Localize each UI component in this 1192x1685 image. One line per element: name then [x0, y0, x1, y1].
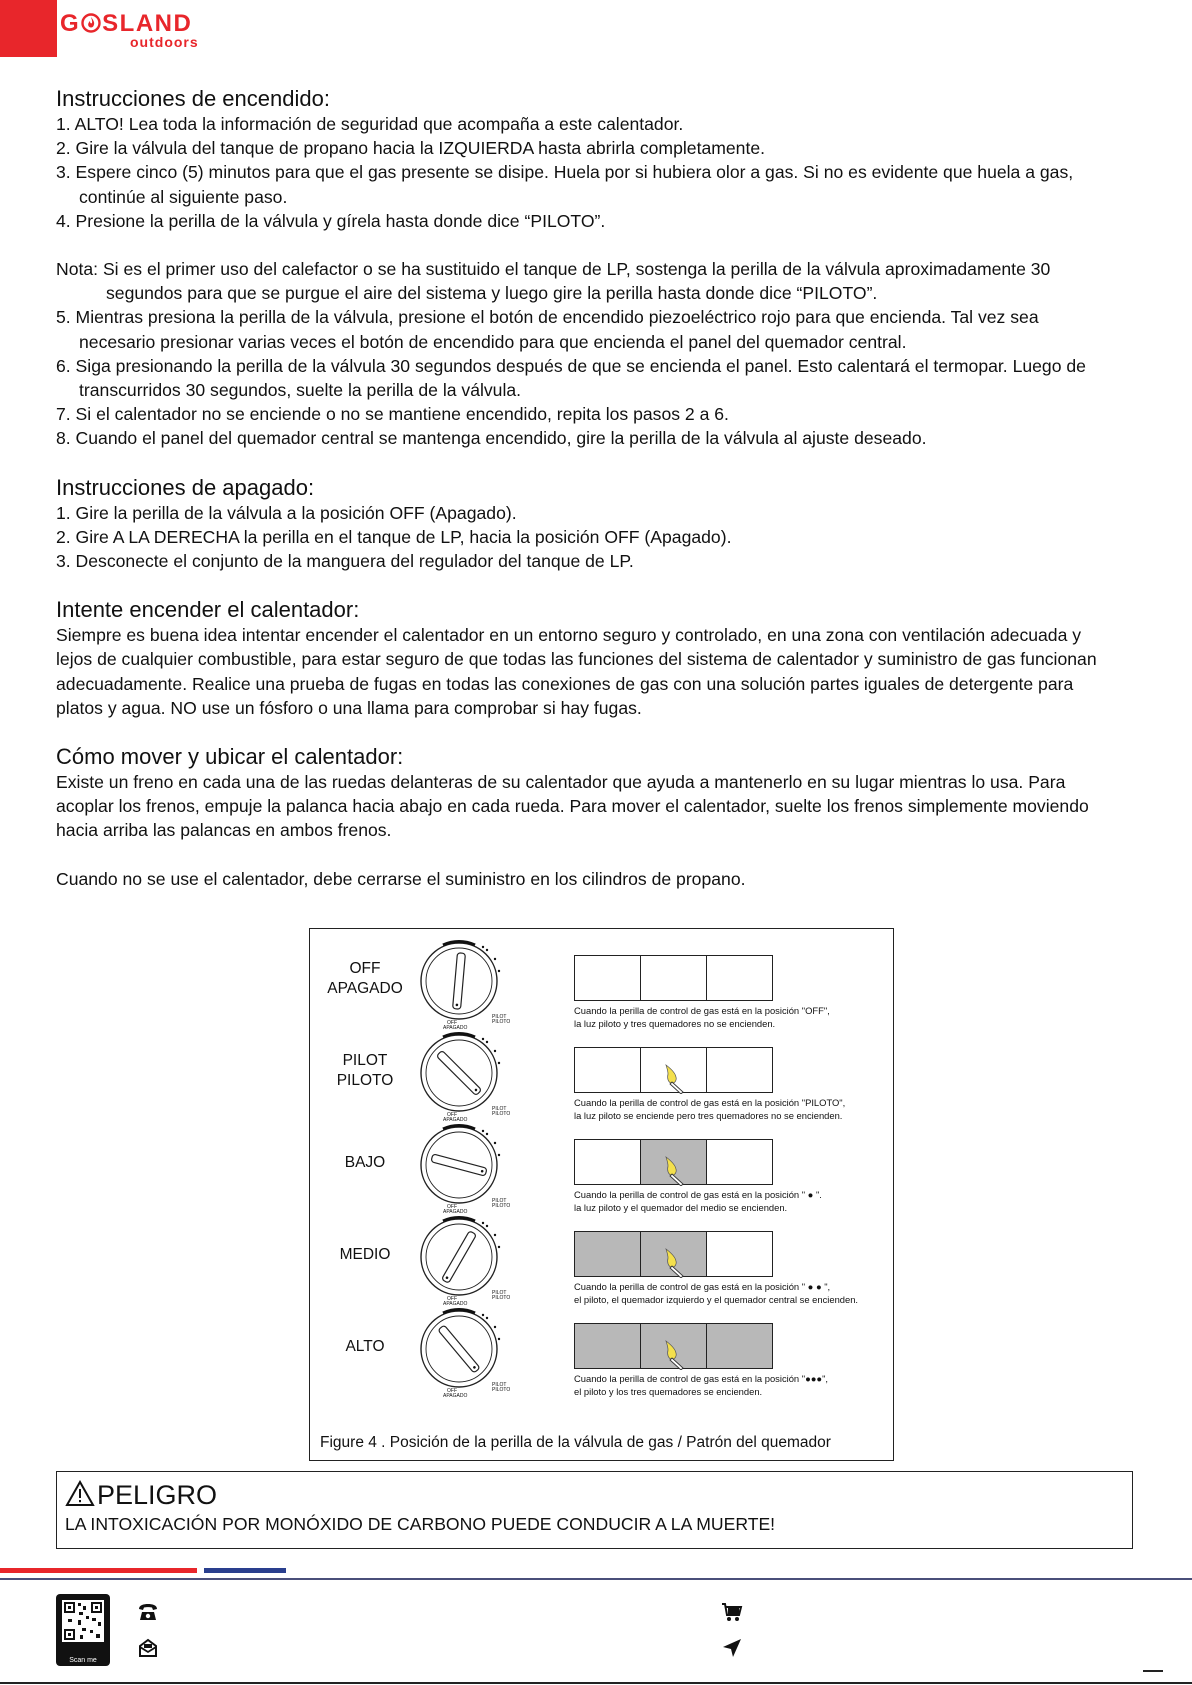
- burner-pattern: [574, 1231, 773, 1277]
- knob-marking-piloto: PILOTO: [492, 1019, 511, 1025]
- position-name-es: PILOTO: [336, 1072, 394, 1089]
- lighting-step: 7. Si el calentador no se enciende o no se mantiene encendido, repita los pasos 2 a 6.: [56, 404, 729, 425]
- footer-blue-bar: [204, 1568, 286, 1573]
- qr-code[interactable]: [56, 1594, 110, 1666]
- lighting-step: 6. Siga presionando la perilla de la válvula 30 segundos después de que se encienda el panel. Esto calentará el termopar. Luego de transcurridos 30 segundos, suelte la perilla de la válvula.: [56, 355, 1086, 401]
- valve-position-label: [310, 1153, 420, 1173]
- knob-marking-pilot: PILOT: [492, 1106, 507, 1112]
- lighting-heading: Instrucciones de encendido:: [56, 86, 330, 111]
- burner-cell: [707, 956, 772, 1000]
- lighting-step: 5. Mientras presiona la perilla de la válvula, presione el botón de encendido piezoeléctrico rojo para que encienda. Tal vez sea necesario presionar varias veces el botón de encendido para que encienda el panel del quemador central.: [56, 307, 1039, 352]
- move-body: Existe un freno en cada una de las ruedas delanteras de su calentador que ayuda a mantenerlo en su lugar mientras lo usa. Para acoplar los frenos, empuje la palanca hacia abajo en cada rueda. Para mover el calentador, suelte los frenos simplemente moviendo hacia arriba las palancas en ambos frenos.: [56, 772, 1089, 841]
- figure-caption: Figure 4 . Posición de la perilla de la válvula de gas / Patrón del quemador: [320, 1434, 831, 1451]
- shutdown-step: 1. Gire la perilla de la válvula a la posición OFF (Apagado).: [56, 502, 517, 523]
- burner-cell: [707, 1324, 772, 1368]
- phone-icon[interactable]: [136, 1600, 160, 1624]
- knob-marking-off: OFF: [447, 1204, 457, 1210]
- danger-title-text: PELIGRO: [97, 1480, 218, 1510]
- header-red-tab: [0, 0, 57, 57]
- knob-marking-apagado: APAGADO: [443, 1117, 468, 1123]
- burner-caption: Cuando la perilla de control de gas está en la posición " ● ".: [574, 1189, 822, 1200]
- brand-logo: [60, 8, 210, 50]
- test-body: Siempre es buena idea intentar encender el calentador en un entorno seguro y controlado, en una zona con ventilación adecuada y lejos de cualquier combustible, para estar seguro de que todas las funciones del sistema de calentador y suministro de gas funcionan adecuadamente. Realice una prueba de fugas en todas las conexiones de gas con una solución partes iguales de detergente para platos y agua. NO use un fósforo o una llama para comprobar si hay fugas.: [56, 625, 1097, 718]
- valve-position-label: [310, 1337, 420, 1357]
- knob-marking-apagado: APAGADO: [443, 1025, 468, 1031]
- page-corner-mark: [1143, 1670, 1163, 1672]
- burner-pattern: [574, 1323, 773, 1369]
- danger-box: [56, 1471, 1133, 1549]
- burner-cell: [707, 1232, 772, 1276]
- position-name-es: APAGADO: [327, 980, 403, 997]
- shutdown-step: 2. Gire A LA DERECHA la perilla en el tanque de LP, hacia la posición OFF (Apagado).: [56, 526, 732, 547]
- burner-caption: el piloto, el quemador izquierdo y el quemador central se encienden.: [574, 1293, 859, 1305]
- qr-pattern-icon: [56, 1594, 110, 1654]
- knob-marking-piloto: PILOTO: [492, 1387, 511, 1393]
- burner-pattern: [574, 1047, 773, 1093]
- knob-marking-pilot: PILOT: [492, 1014, 507, 1020]
- knob-marking-off: OFF: [447, 1296, 457, 1302]
- burner-cell: [707, 1140, 772, 1184]
- knob-marking-apagado: APAGADO: [443, 1301, 468, 1307]
- page-bottom-rule: [0, 1682, 1192, 1684]
- burner-cell: [641, 1324, 707, 1368]
- burner-cell: [575, 1048, 641, 1092]
- cart-icon[interactable]: [720, 1600, 744, 1624]
- lighting-step: 3. Espere cinco (5) minutos para que el gas presente se disipe. Huela por si hubiera olor a gas. Si no es evidente que huela a gas, continúe al siguiente paso.: [56, 162, 1074, 207]
- knob-marking-piloto: PILOTO: [492, 1295, 511, 1301]
- valve-position-label: [310, 959, 420, 999]
- burner-cell: [641, 1232, 707, 1276]
- burner-caption: la luz piloto se enciende pero tres quemadores no se encienden.: [574, 1109, 843, 1121]
- burner-caption: Cuando la perilla de control de gas está en la posición "PILOTO",: [574, 1097, 846, 1108]
- burner-caption: Cuando la perilla de control de gas está en la posición "OFF",: [574, 1005, 830, 1016]
- pilot-flame-icon: [661, 1062, 685, 1094]
- position-name: ALTO: [345, 1338, 385, 1355]
- footer-divider: [0, 1578, 1192, 1580]
- knob-marking-off: OFF: [447, 1112, 457, 1118]
- knob-marking-pilot: PILOT: [492, 1290, 507, 1296]
- test-heading: Intente encender el calentador:: [56, 597, 360, 623]
- move-heading: Cómo mover y ubicar el calentador:: [56, 744, 404, 770]
- burner-cell: [641, 956, 707, 1000]
- warning-triangle-icon: [65, 1480, 95, 1507]
- danger-title: [65, 1480, 217, 1510]
- burner-caption: Cuando la perilla de control de gas está en la posición " ● ● ",: [574, 1281, 831, 1292]
- lighting-step: 2. Gire la válvula del tanque de propano hacia la IZQUIERDA hasta abrirla completamente.: [56, 138, 766, 159]
- burner-cell: [575, 956, 641, 1000]
- valve-burner-figure: [309, 928, 894, 1461]
- location-arrow-icon[interactable]: [720, 1636, 744, 1660]
- burner-cell: [575, 1140, 641, 1184]
- brand-name-right: SLAND: [102, 10, 193, 37]
- knob-marking-off: OFF: [447, 1388, 457, 1394]
- brand-subtitle: outdoors: [130, 34, 199, 50]
- burner-caption: el piloto y los tres quemadores se encienden.: [574, 1385, 763, 1397]
- knob-marking-piloto: PILOTO: [492, 1203, 511, 1209]
- valve-position-label: [310, 1051, 420, 1091]
- footer-red-bar: [0, 1568, 197, 1573]
- knob-marking-apagado: APAGADO: [443, 1393, 468, 1399]
- pilot-flame-icon: [661, 1338, 685, 1370]
- burner-caption: la luz piloto y el quemador del medio se encienden.: [574, 1201, 788, 1213]
- shutdown-heading: Instrucciones de apagado:: [56, 474, 315, 500]
- burner-cell: [641, 1048, 707, 1092]
- burner-caption: la luz piloto y tres quemadores no se encienden.: [574, 1017, 776, 1029]
- lighting-step: 4. Presione la perilla de la válvula y gírela hasta donde dice “PILOTO”.: [56, 210, 606, 231]
- instructions-content: [56, 86, 1116, 891]
- burner-cell: [575, 1232, 641, 1276]
- position-name: OFF: [349, 960, 381, 977]
- valve-position-label: [310, 1245, 420, 1265]
- knob-marking-piloto: PILOTO: [492, 1111, 511, 1117]
- shutdown-step: 3. Desconecte el conjunto de la manguera del regulador del tanque de LP.: [56, 551, 634, 572]
- mail-icon[interactable]: [136, 1636, 160, 1660]
- brand-name-left: G: [60, 10, 81, 37]
- knob-marking-pilot: PILOT: [492, 1198, 507, 1204]
- lighting-note: Nota: Si es el primer uso del calefactor o se ha sustituido el tanque de LP, sostenga la perilla de la válvula aproximadamente 30 segundos para que se purgue el aire del sistema y luego gire la perilla hasta donde dice “PILOTO”.: [56, 259, 1051, 304]
- pilot-flame-icon: [661, 1154, 685, 1186]
- burner-pattern: [574, 955, 773, 1001]
- pilot-flame-icon: [661, 1246, 685, 1278]
- burner-caption: Cuando la perilla de control de gas está en la posición "●●●",: [574, 1373, 828, 1384]
- position-name: BAJO: [344, 1154, 386, 1171]
- burner-cell: [641, 1140, 707, 1184]
- burner-pattern: [574, 1139, 773, 1185]
- flame-logo-icon: [81, 13, 101, 33]
- lighting-step: 1. ALTO! Lea toda la información de seguridad que acompaña a este calentador.: [56, 114, 684, 134]
- qr-scan-label: Scan me: [69, 1657, 97, 1664]
- burner-cell: [707, 1048, 772, 1092]
- knob-marking-apagado: APAGADO: [443, 1209, 468, 1215]
- move-closing: Cuando no se use el calentador, debe cerrarse el suministro en los cilindros de propano.: [56, 868, 746, 889]
- burner-cell: [575, 1324, 641, 1368]
- position-name: PILOT: [342, 1052, 388, 1069]
- position-name: MEDIO: [339, 1246, 391, 1263]
- knob-marking-pilot: PILOT: [492, 1382, 507, 1388]
- knob-marking-off: OFF: [447, 1020, 457, 1026]
- danger-text: LA INTOXICACIÓN POR MONÓXIDO DE CARBONO PUEDE CONDUCIR A LA MUERTE!: [65, 1514, 776, 1534]
- lighting-step: 8. Cuando el panel del quemador central se mantenga encendido, gire la perilla de la válvula al ajuste deseado.: [56, 428, 927, 449]
